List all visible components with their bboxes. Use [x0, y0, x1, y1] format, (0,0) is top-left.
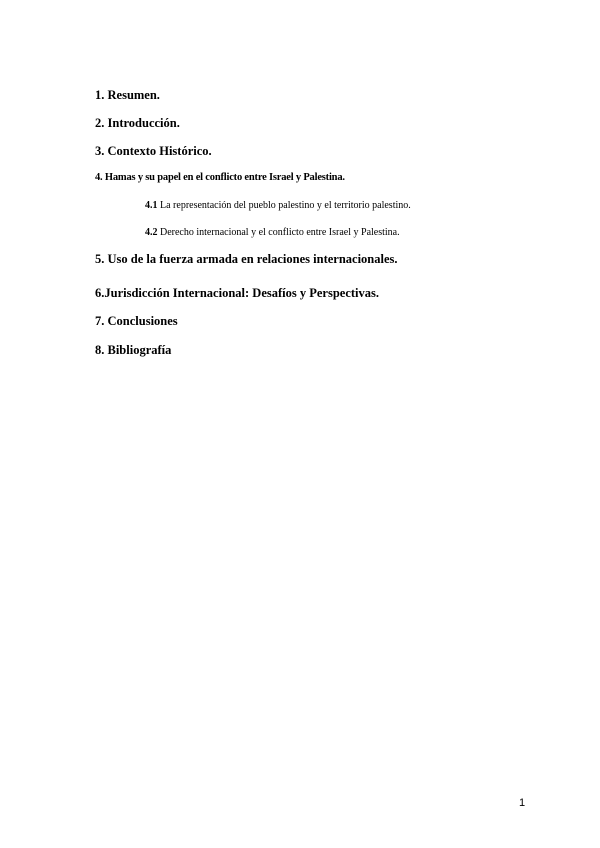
- toc-subitem-number: 4.2: [145, 227, 158, 238]
- toc-item-bibliografia: 8. Bibliografía: [95, 343, 172, 357]
- toc-item-uso-fuerza: 5. Uso de la fuerza armada en relaciones internacionales.: [95, 252, 398, 266]
- page-number: 1: [519, 797, 526, 809]
- toc-item-conclusiones: 7. Conclusiones: [95, 314, 178, 328]
- toc-subitem-number: 4.1: [145, 200, 158, 211]
- toc-item-contexto-historico: 3. Contexto Histórico.: [95, 144, 212, 158]
- toc-item-introduccion: 2. Introducción.: [95, 116, 180, 130]
- toc-subitem-derecho-internacional: [145, 227, 400, 238]
- toc-subitem-label: Derecho internacional y el conflicto entre Israel y Palestina.: [157, 227, 400, 238]
- toc-subitem-representacion: [145, 200, 411, 211]
- toc-item-jurisdiccion: 6.Jurisdicción Internacional: Desafíos y Perspectivas.: [95, 286, 380, 300]
- toc-item-hamas: 4. Hamas y su papel en el conflicto entre Israel y Palestina.: [95, 172, 345, 183]
- toc-subitem-label: La representación del pueblo palestino y el territorio palestino.: [157, 200, 411, 211]
- toc-item-resumen: 1. Resumen.: [95, 88, 160, 102]
